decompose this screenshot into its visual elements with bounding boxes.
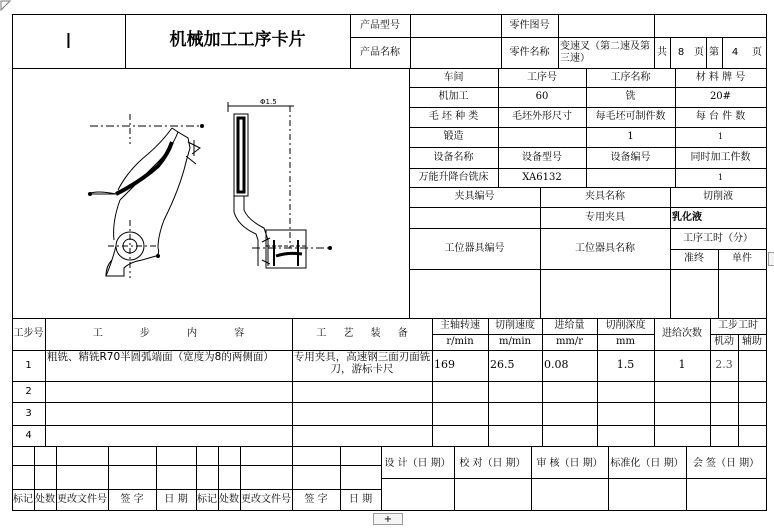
material-value: 20# <box>709 91 732 103</box>
revision-mark-label: 标记 <box>13 494 33 506</box>
product-model-label: 产品型号 <box>360 19 400 31</box>
grid-line <box>409 127 767 128</box>
workshop-value: 机加工 <box>438 91 469 103</box>
coolant-label: 切削液 <box>703 191 733 203</box>
feed-header: 进给量 <box>554 320 585 332</box>
revision-sign-label-2: 签 字 <box>304 494 328 506</box>
grid-line <box>542 318 543 446</box>
grid-line <box>409 68 410 318</box>
equip-no-label: 设备编号 <box>610 151 651 163</box>
prep-time-label: 准终 <box>684 253 704 265</box>
blank-size-label: 毛坯外形尺寸 <box>512 111 572 123</box>
revision-date-label: 日 期 <box>164 494 188 506</box>
step-row-1-passes: 1 <box>678 358 686 372</box>
aux-time-header: 辅助 <box>742 336 762 348</box>
workshop-label: 车间 <box>443 71 464 83</box>
grid-line <box>409 147 767 148</box>
equip-name-value: 万能升降台铣床 <box>418 171 489 183</box>
per-blank-value: 1 <box>627 131 634 143</box>
grid-line <box>292 318 293 446</box>
grid-line <box>409 269 767 270</box>
equip-model-label: 设备型号 <box>522 151 562 163</box>
grid-line <box>409 107 767 108</box>
step-row-1-feed: 0.08 <box>544 358 569 372</box>
grid-line <box>340 446 341 511</box>
depth-unit: mm <box>616 336 635 348</box>
step-row-1-spindle-speed: 169 <box>434 358 455 372</box>
grid-line <box>608 446 609 511</box>
grid-line <box>654 14 655 69</box>
grid-line <box>558 14 559 69</box>
step-row-1-depth: 1.5 <box>616 358 635 372</box>
process-name-value: 铣 <box>625 91 636 103</box>
grid-line <box>686 446 687 511</box>
sheet-label: 第 <box>709 46 719 58</box>
per-unit-label: 每 台 件 数 <box>695 111 746 123</box>
process-no-value: 60 <box>535 91 549 103</box>
sheet-page-label: 页 <box>752 46 762 58</box>
grid-line <box>722 37 723 69</box>
grid-line <box>45 318 46 446</box>
grid-line <box>409 168 767 169</box>
depth-header: 切削深度 <box>605 320 646 332</box>
step-row-1-no: 1 <box>25 359 32 371</box>
grid-line <box>432 334 654 335</box>
equip-name-label: 设备名称 <box>433 151 474 163</box>
standard-signoff-label: 标准化（日 期） <box>610 458 684 470</box>
dimension-label: Φ1.5 <box>260 98 277 106</box>
grid-line <box>56 446 57 511</box>
step-time-header: 工步工时 <box>718 320 758 332</box>
step-no-header: 工步号 <box>13 328 44 340</box>
grid-line <box>409 87 767 88</box>
add-sheet-tab[interactable]: + <box>373 513 403 525</box>
grid-line <box>381 446 382 511</box>
fixture-name-value: 专用夹具 <box>585 211 625 223</box>
grid-line <box>738 334 739 446</box>
revision-doc-label-2: 更改文件号 <box>241 494 291 506</box>
step-row-1-machine-time: 2.3 <box>715 358 733 372</box>
grid-line <box>766 14 767 511</box>
grid-line <box>156 446 157 511</box>
step-row-1-content: 粗铣、精铣R70半圆弧端面（宽度为8的两侧面） <box>47 351 274 363</box>
check-signoff-label: 校 对（日 期） <box>459 458 526 470</box>
coolant-value: 乳化液 <box>672 211 702 223</box>
revision-sign-label: 签 字 <box>120 494 144 506</box>
grid-line <box>670 187 671 318</box>
corner-mark <box>0 0 12 12</box>
spindle-speed-unit: r/min <box>446 336 474 348</box>
simultaneous-value: 1 <box>717 172 724 182</box>
step-row-1-equipment: 专用夹具，高速钢三面刃面铣刀，游标卡尺 <box>293 351 431 376</box>
grid-line <box>501 14 502 69</box>
grid-line <box>240 446 241 511</box>
grid-line <box>586 68 587 187</box>
step-content-header: 工 步 内 容 <box>92 328 245 340</box>
simultaneous-label: 同时加工件数 <box>690 151 751 163</box>
grid-line <box>409 207 767 208</box>
countersign-label: 会 签（日 期） <box>692 458 760 470</box>
cutting-speed-unit: m/min <box>499 336 531 348</box>
part-drawing-no-label: 零件图号 <box>509 19 550 31</box>
grid-line <box>531 446 532 511</box>
passes-header: 进给次数 <box>662 328 702 340</box>
grid-line <box>675 68 676 187</box>
form-marker: Ⅰ <box>65 28 72 53</box>
grid-line <box>597 318 598 446</box>
page-title: 机械加工工序卡片 <box>169 30 306 51</box>
grid-line <box>125 14 126 69</box>
fixture-no-label: 夹具编号 <box>454 191 495 203</box>
review-signoff-label: 审 核（日 期） <box>536 458 603 470</box>
total-label: 共 <box>657 46 667 58</box>
product-name-label: 产品名称 <box>360 46 400 58</box>
side-scroll-handle[interactable] <box>768 252 774 266</box>
station-tool-no-label: 工位器具编号 <box>444 242 505 254</box>
design-signoff-label: 设 计（日 期） <box>384 458 451 470</box>
grid-line <box>706 37 707 69</box>
grid-line <box>196 446 197 511</box>
grid-line <box>381 478 767 479</box>
grid-line <box>218 446 219 511</box>
feed-unit: mm/r <box>555 336 584 348</box>
unit-time-label: 单件 <box>732 253 752 265</box>
revision-count-label: 处数 <box>35 494 55 506</box>
grid-line <box>34 446 35 511</box>
step-row-1-cutting-speed: 26.5 <box>490 358 515 372</box>
grid-line <box>12 14 13 511</box>
process-no-label: 工序号 <box>527 71 557 83</box>
cutting-speed-header: 切削速度 <box>495 320 535 332</box>
blank-type-label: 毛 坯 种 类 <box>428 111 479 123</box>
total-pages-value: 8 <box>677 46 685 58</box>
grid-line <box>108 446 109 511</box>
grid-line <box>710 318 711 446</box>
grid-line <box>670 37 671 69</box>
step-row-1-aux-time <box>738 350 766 381</box>
part-name-label: 零件名称 <box>509 46 550 58</box>
grid-line <box>432 318 433 446</box>
grid-line <box>718 249 719 318</box>
grid-line <box>540 187 541 318</box>
revision-mark-label-2: 标记 <box>197 494 217 506</box>
equipment-header: 工 艺 装 备 <box>316 328 408 340</box>
grid-line <box>488 318 489 446</box>
grid-line <box>409 187 767 188</box>
process-name-label: 工序名称 <box>610 71 651 83</box>
revision-date-label-2: 日 期 <box>348 494 373 506</box>
step-row-2-no: 2 <box>25 385 32 397</box>
part-name-value: 变速叉（第二速及第三速） <box>560 41 650 64</box>
per-blank-label: 每毛坯可制件数 <box>595 111 666 123</box>
machine-time-header: 机动 <box>714 336 734 348</box>
per-unit-value: 1 <box>717 132 724 142</box>
grid-line <box>410 14 411 69</box>
page-label: 页 <box>694 46 704 58</box>
grid-line <box>498 68 499 187</box>
grid-line <box>12 510 767 511</box>
part-drawing <box>12 70 408 318</box>
sheet-number-value: 4 <box>731 46 739 58</box>
spindle-speed-header: 主轴转速 <box>440 320 480 332</box>
revision-count-label-2: 处数 <box>219 494 239 506</box>
grid-line <box>12 446 767 447</box>
grid-line <box>409 228 767 229</box>
grid-line <box>654 318 655 446</box>
fixture-name-label: 夹具名称 <box>585 191 625 203</box>
blank-type-value: 锻造 <box>443 131 464 143</box>
step-row-3-no: 3 <box>25 407 32 419</box>
equip-model-value: XA6132 <box>522 171 562 183</box>
grid-line <box>350 14 351 69</box>
material-label: 材 料 牌 号 <box>695 71 746 83</box>
grid-line <box>454 446 455 511</box>
step-row-4-no: 4 <box>25 429 32 441</box>
revision-doc-label: 更改文件号 <box>57 494 107 506</box>
process-time-label: 工序工时（分） <box>683 232 753 244</box>
grid-line <box>292 446 293 511</box>
station-tool-name-label: 工位器具名称 <box>575 242 635 254</box>
